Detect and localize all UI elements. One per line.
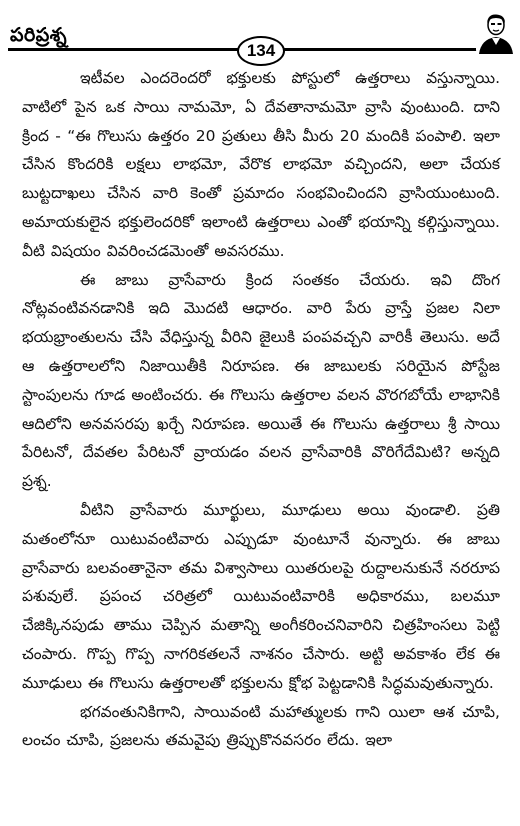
- paragraph: వీటిని వ్రాసేవారు మూర్ఖులు, మూఢులు అయి వుండాలి. ప్రతి మతంలోనూ యిటువంటివారు ఎప్పుడూ వుంటూనే వున్నారు. ఈ జాబు వ్రాసేవారు బలవంతానైనా తమ విశ్వాసాలు యితరులపై రుద్దాలనుకునే నరరూప పశువులే. ప్రపంచ చరిత్రలో యిటువంటివారికి అధికారము, బలమూ చేజిక్కినపుడు తాము చెప్పిన మతాన్ని అంగీకరించనివారిని చిత్రహింసలు పెట్టి చంపారు. గొప్ప గొప్ప నాగరికతలనే నాశనం చేసారు. అట్టి అవకాశం లేక ఈ మూఢులు ఈ గొలుసు ఉత్తరాలతో భక్తులను క్షోభ పెట్టడానికి సిద్ధమవుతున్నారు.: [22, 500, 500, 692]
- paragraph: ఈ జాబు వ్రాసేవారు క్రింద సంతకం చేయరు. ఇవి దొంగ నోట్లవంటివనడానికి ఇది మొదటి ఆధారం. వారి పేరు వ్రాస్తే ప్రజల నిలా భయభ్రాంతులను చేసి వేధిస్తున్న వీరిని జైలుకి పంపవచ్చని వారికీ తెలుసు. అదే ఆ ఉత్తరాలలోని నిజాయితీకి నిరూపణ. ఈ జాబులకు సరియైన పోస్టేజ స్టాంపులను గూడ అంటించరు. ఈ గొలుసు ఉత్తరాల వలన వొరగబోయే లాభానికి ఆదిలోని అనవసరపు ఖర్చే నిరూపణ. అయితే ఈ గొలుసు ఉత్తరాలు శ్రీ సాయి పేరిటనో, దేవతల పేరిటనో వ్రాయడం వలన వ్రాసేవారికి వొరిగేదేమిటి? అన్నది ప్రశ్న.: [22, 270, 500, 491]
- running-title: పరిప్రశ్న: [10, 24, 68, 46]
- paragraph: భగవంతునికిగాని, సాయివంటి మహాత్ములకు గాని యిలా ఆశ చూపి, లంచం చూపి, ప్రజలను తమవైపు త్రిప్పుకొనవసరం లేదు. ఇలా: [22, 702, 500, 750]
- page-header: [0, 0, 520, 60]
- page-number: 134: [237, 36, 285, 66]
- body-text: [22, 64, 500, 755]
- paragraph: ఇటీవల ఎందరెందరో భక్తులకు పోస్టులో ఉత్తరాలు వస్తున్నాయి. వాటిలో పైన ఒక సాయి నామమో, ఏ దేవతానామమో వ్రాసి వుంటుంది. దాని క్రింద - “ఈ గొలుసు ఉత్తరం 20 ప్రతులు తీసి మీరు 20 మందికి పంపాలి. ఇలా చేసిన కొందరికి లక్షలు లాభమో, వేరొక లాభమో వచ్చిందని, అలా చేయక బుట్టదాఖలు చేసిన వారి కెంతో ప్రమాదం సంభవించిందని వ్రాసియుంటుంది. అమాయకులైన భక్తులెందరికో ఇలాంటి ఉత్తరాలు ఎంతో భయాన్ని కల్గిస్తున్నాయి. వీటి విషయం వివరించడమెంతో అవసరము.: [22, 69, 500, 260]
- author-portrait-icon: [476, 12, 514, 54]
